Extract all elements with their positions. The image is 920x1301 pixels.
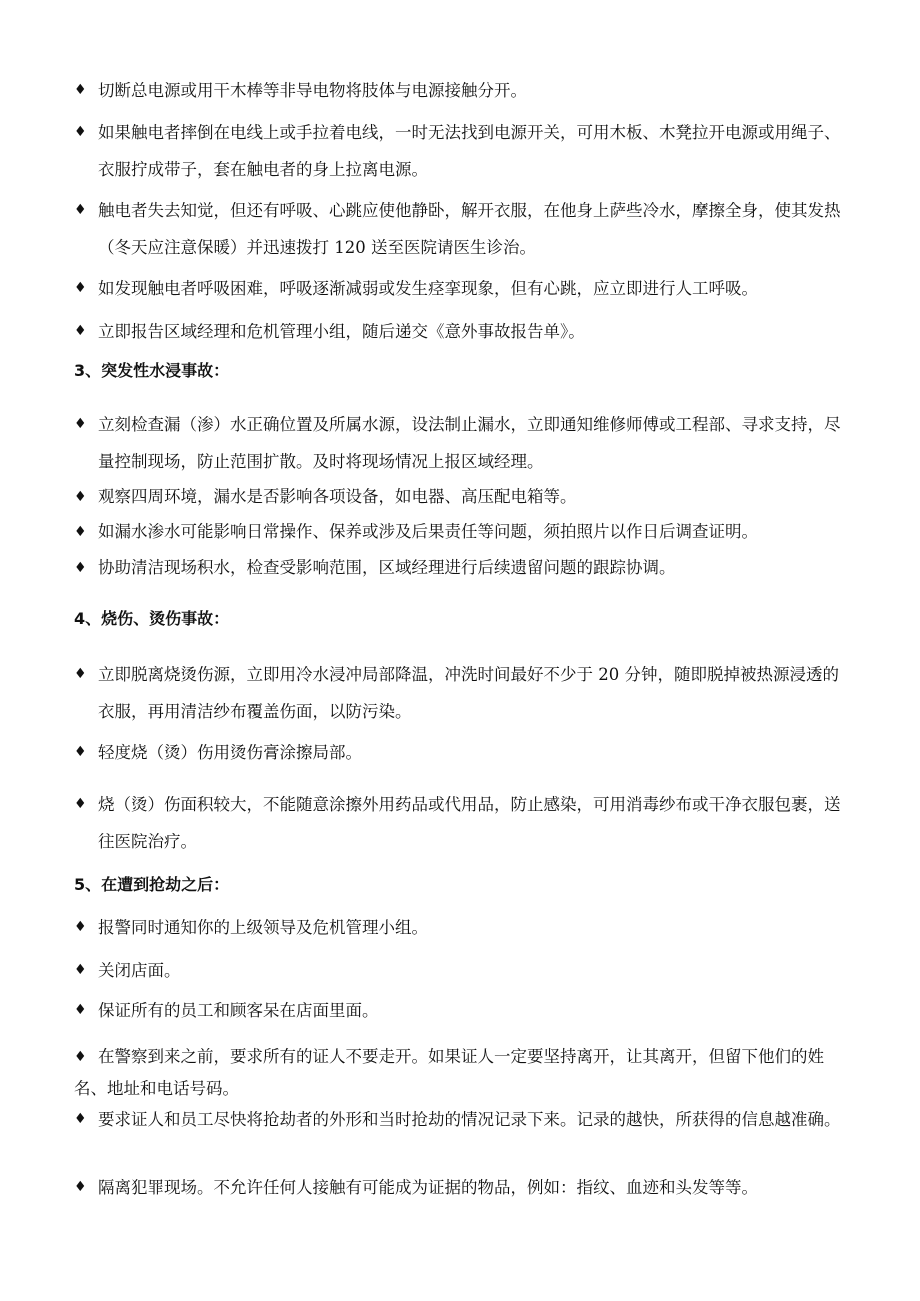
diamond-bullet-icon: ♦ <box>74 416 87 432</box>
list-item-text: 隔离犯罪现场。不允许任何人接触有可能成为证据的物品，例如：指纹、血迹和头发等等。 <box>98 1178 758 1197</box>
diamond-bullet-icon: ♦ <box>74 202 87 218</box>
list-item <box>74 656 844 730</box>
list-item-text: 观察四周环境，漏水是否影响各项设备，如电器、高压配电箱等。 <box>98 487 577 506</box>
list-item <box>74 114 844 188</box>
diamond-bullet-icon: ♦ <box>74 796 87 812</box>
list-item-text: 在警察到来之前，要求所有的证人不要走开。如果证人一定要坚持离开，让其离开，但留下他们的姓名、地址和电话号码。 <box>74 1047 824 1098</box>
list-item <box>74 734 844 771</box>
list-item-text: 立刻检查漏（渗）水正确位置及所属水源，设法制止漏水，立即通知维修师傅或工程部、寻求支持，尽量控制现场，防止范围扩散。及时将现场情况上报区域经理。 <box>98 415 841 471</box>
list-item <box>74 1041 844 1105</box>
diamond-bullet-icon: ♦ <box>74 1049 87 1065</box>
diamond-bullet-icon: ♦ <box>74 124 87 140</box>
list-item <box>74 313 844 350</box>
section-heading: 5、在遭到抢劫之后： <box>74 875 230 894</box>
list-item-text: 如果触电者摔倒在电线上或手拉着电线，一时无法找到电源开关，可用木板、木凳拉开电源或用绳子、衣服拧成带子，套在触电者的身上拉离电源。 <box>98 123 841 179</box>
list-item <box>74 909 844 946</box>
diamond-bullet-icon: ♦ <box>74 280 87 296</box>
list-item <box>74 1169 844 1206</box>
list-item <box>74 992 844 1029</box>
list-item-text: 烧（烫）伤面积较大，不能随意涂擦外用药品或代用品，防止感染，可用消毒纱布或干净衣服包裹，送往医院治疗。 <box>98 795 841 851</box>
list-item <box>74 192 844 266</box>
diamond-bullet-icon: ♦ <box>74 82 87 98</box>
list-item <box>74 516 844 548</box>
list-item-text: 保证所有的员工和顾客呆在店面里面。 <box>98 1001 379 1020</box>
list-item-text: 如漏水渗水可能影响日常操作、保养或涉及后果责任等问题，须拍照片以作日后调查证明。 <box>98 522 758 541</box>
list-item <box>74 952 844 989</box>
list-item <box>74 406 844 480</box>
diamond-bullet-icon: ♦ <box>74 666 87 682</box>
list-item <box>74 270 844 307</box>
list-item-text: 轻度烧（烫）伤用烫伤膏涂擦局部。 <box>98 743 362 762</box>
list-item-text: 立即报告区域经理和危机管理小组，随后递交《意外事故报告单》。 <box>98 322 585 341</box>
list-item-text: 要求证人和员工尽快将抢劫者的外形和当时抢劫的情况记录下来。记录的越快，所获得的信息越准确。 <box>98 1110 841 1129</box>
list-item-text: 触电者失去知觉，但还有呼吸、心跳应使他静卧，解开衣服，在他身上萨些冷水，摩擦全身，使其发热（冬天应注意保暖）并迅速拨打 120 送至医院请医生诊治。 <box>98 201 841 257</box>
diamond-bullet-icon: ♦ <box>74 919 87 935</box>
diamond-bullet-icon: ♦ <box>74 1002 87 1018</box>
list-item-text: 协助清洁现场积水，检查受影响范围，区域经理进行后续遗留问题的跟踪协调。 <box>98 558 676 577</box>
diamond-bullet-icon: ♦ <box>74 744 87 760</box>
diamond-bullet-icon: ♦ <box>74 323 87 339</box>
list-item-text: 立即脱离烧烫伤源，立即用冷水浸冲局部降温，冲洗时间最好不少于 20 分钟，随即脱掉被热源浸透的衣服，再用清洁纱布覆盖伤面，以防污染。 <box>98 665 839 721</box>
list-item <box>74 552 844 584</box>
diamond-bullet-icon: ♦ <box>74 1111 87 1127</box>
diamond-bullet-icon: ♦ <box>74 1179 87 1195</box>
list-item-text: 关闭店面。 <box>98 961 181 980</box>
list-item-text: 切断总电源或用干木棒等非导电物将肢体与电源接触分开。 <box>98 81 527 100</box>
diamond-bullet-icon: ♦ <box>74 560 87 576</box>
list-item <box>74 1101 844 1138</box>
list-item-text: 报警同时通知你的上级领导及危机管理小组。 <box>98 918 428 937</box>
diamond-bullet-icon: ♦ <box>74 489 87 505</box>
list-item-text: 如发现触电者呼吸困难，呼吸逐渐减弱或发生痉挛现象，但有心跳，应立即进行人工呼吸。 <box>98 279 758 298</box>
list-item <box>74 72 844 109</box>
section-heading: 4、烧伤、烫伤事故： <box>74 609 230 628</box>
diamond-bullet-icon: ♦ <box>74 524 87 540</box>
list-item <box>74 481 844 513</box>
section-heading: 3、突发性水浸事故： <box>74 361 230 380</box>
diamond-bullet-icon: ♦ <box>74 962 87 978</box>
list-item <box>74 786 844 860</box>
